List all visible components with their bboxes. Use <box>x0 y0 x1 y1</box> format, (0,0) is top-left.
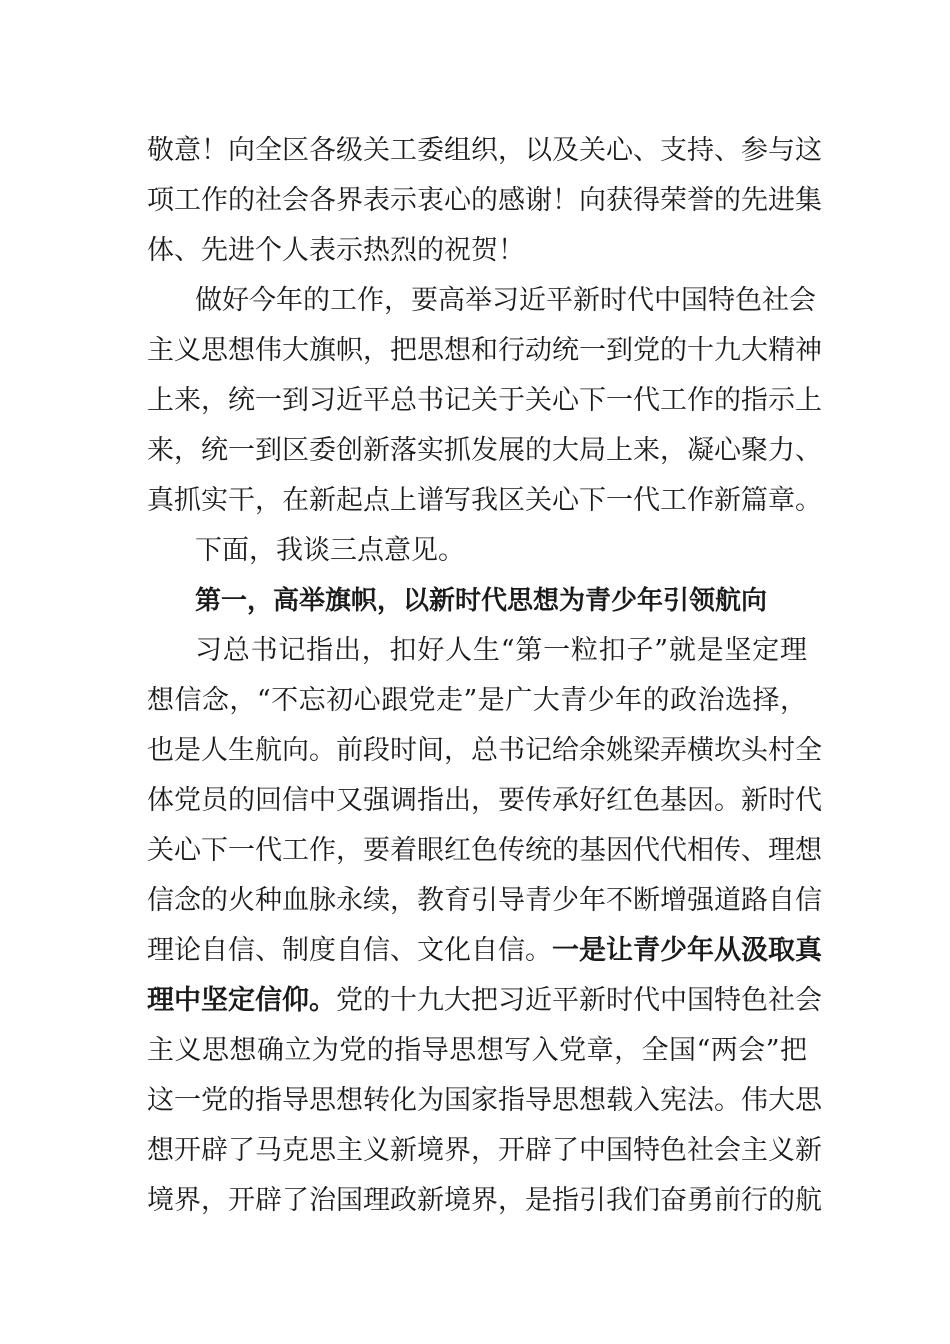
paragraph-line: 习总书记指出，扣好人生“第一粒扣子”就是坚定理 <box>195 635 807 666</box>
paragraph-line: 敬意！向全区各级关工委组织，以及关心、支持、参与这 <box>147 135 822 166</box>
paragraph-line: 主义思想确立为党的指导思想写入党章，全国“两会”把 <box>147 1035 807 1066</box>
paragraph-line: 体党员的回信中又强调指出，要传承好红色基因。新时代 <box>147 785 822 816</box>
paragraph-line: 想开辟了马克思主义新境界，开辟了中国特色社会主义新 <box>147 1135 822 1166</box>
paragraph-line: 做好今年的工作，要高举习近平新时代中国特色社会 <box>195 285 816 316</box>
regular-text: 党的十九大把习近平新时代中国特色社会 <box>336 985 822 1016</box>
paragraph-line: 境界，开辟了治国理政新境界，是指引我们奋勇前行的航 <box>147 1185 822 1216</box>
paragraph-line: 关心下一代工作，要着眼红色传统的基因代代相传、理想 <box>147 835 822 866</box>
bold-emphasis-text: 一是让青少年从汲取真 <box>552 935 822 966</box>
paragraph-line: 想信念，“不忘初心跟党走”是广大青少年的政治选择， <box>147 685 807 716</box>
paragraph-line <box>147 931 822 971</box>
paragraph-line <box>147 981 822 1021</box>
paragraph-line: 真抓实干，在新起点上谱写我区关心下一代工作新篇章。 <box>147 485 822 516</box>
paragraph-line: 这一党的指导思想转化为国家指导思想载入宪法。伟大思 <box>147 1085 822 1116</box>
paragraph-line: 体、先进个人表示热烈的祝贺！ <box>147 235 525 266</box>
regular-text: 理论自信、制度自信、文化自信。 <box>147 935 552 966</box>
paragraph-line: 项工作的社会各界表示衷心的感谢！向获得荣誉的先进集 <box>147 185 822 216</box>
section-heading: 第一，高举旗帜，以新时代思想为青少年引领航向 <box>195 586 768 616</box>
paragraph-line: 来，统一到区委创新落实抓发展的大局上来，凝心聚力、 <box>147 435 822 466</box>
bold-emphasis-text: 理中坚定信仰。 <box>147 985 336 1016</box>
paragraph-line: 下面，我谈三点意见。 <box>195 535 465 566</box>
paragraph-line: 信念的火种血脉永续，教育引导青少年不断增强道路自信 <box>147 885 822 916</box>
paragraph-line: 主义思想伟大旗帜，把思想和行动统一到党的十九大精神 <box>147 335 822 366</box>
paragraph-line: 上来，统一到习近平总书记关于关心下一代工作的指示上 <box>147 385 822 416</box>
paragraph-line: 也是人生航向。前段时间，总书记给余姚梁弄横坎头村全 <box>147 735 822 766</box>
